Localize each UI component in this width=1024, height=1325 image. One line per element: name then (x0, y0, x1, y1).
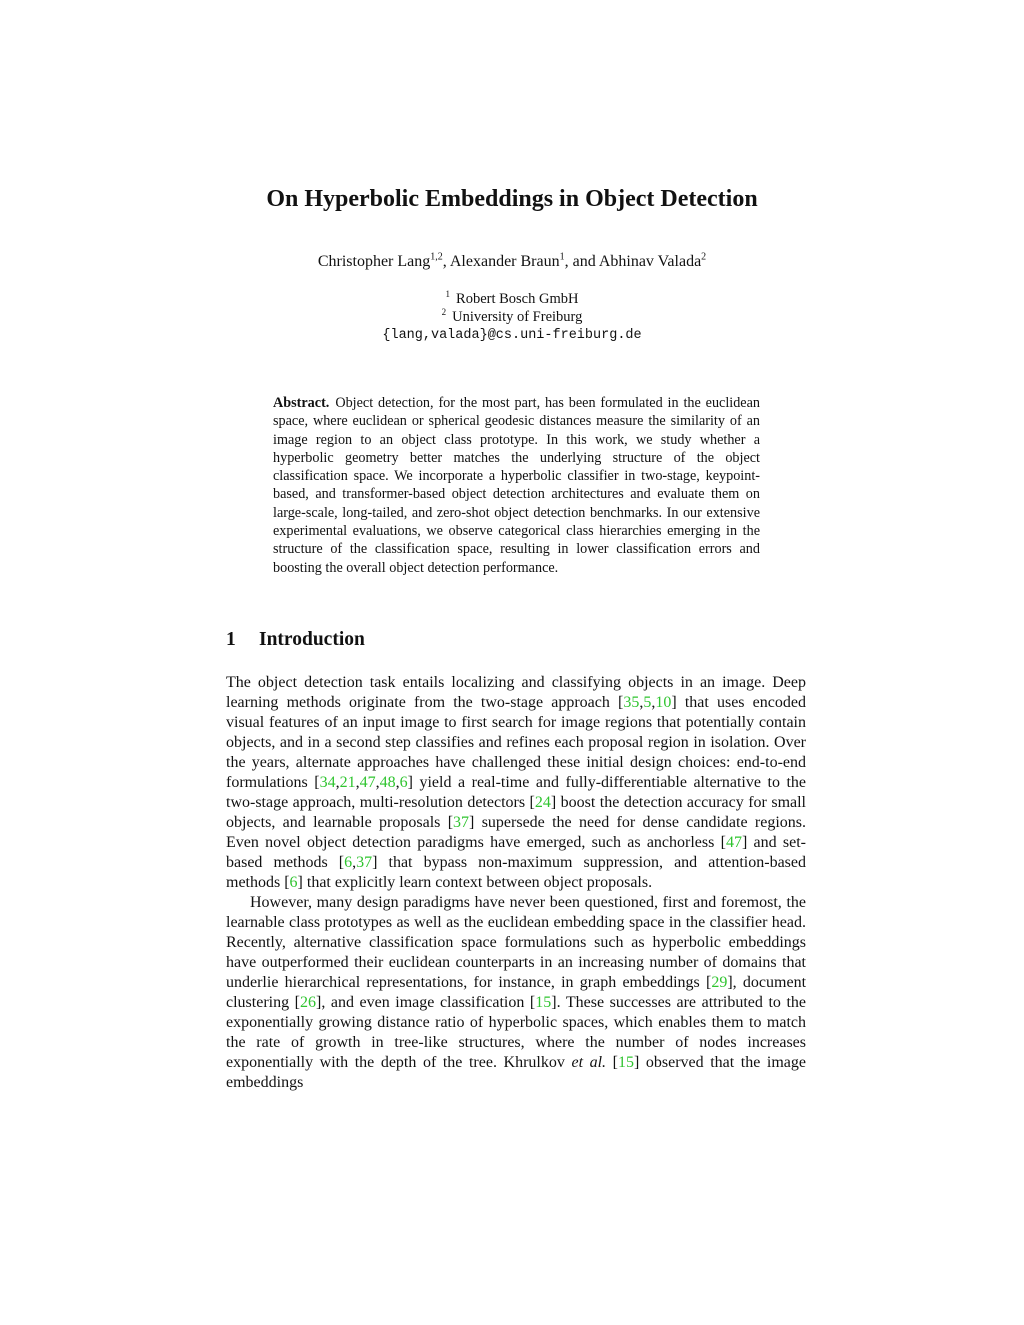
text-run: ] that uses encoded visual features of an input image to first search for image regions that potentially contain objects, and in a second step classifies and refines each proposal region in isolation. Over the years, alternate approaches have challenged these initial design choices: end-to-end formulations [ (226, 694, 806, 791)
author: Christopher Lang$^{1,2}$, (317, 252, 450, 271)
text-run: [ (606, 1054, 618, 1071)
text-run: The object detection task entails localizing and classifying objects in an image. Deep learning methods originate from the two-stage approach [ (226, 674, 806, 711)
text-run: , (395, 774, 400, 791)
text-run: However, many design paradigms have never been questioned, first and foremost, the learnable class prototypes as well as the euclidean embedding space in the classifier head. Recently, alternative classification space formulations such as hyperbolic embeddings have outperformed their euclidean counterparts in an increasing number of domains that underlie hierarchical representations, for instance, in graph embeddings [ (226, 894, 806, 991)
section-number: 1 (226, 629, 236, 650)
citation-link[interactable]: 21 (339, 774, 356, 791)
text-run: ] that bypass non-maximum suppression, and attention-based methods [ (226, 854, 806, 891)
affiliation: $^2$ University of Freiburg (441, 307, 583, 325)
citation-link[interactable]: 10 (655, 694, 672, 711)
citation-link[interactable]: 47 (359, 774, 376, 791)
body-text (226, 673, 806, 1093)
citation-link[interactable]: 34 (319, 774, 336, 791)
citation-link[interactable]: 29 (711, 974, 728, 991)
text-run: ] yield a real-time and fully-differentiable alternative to the two-stage approach, multi-resolution detectors [ (226, 774, 807, 811)
affiliation: $^1$ Robert Bosch GmbH (445, 289, 579, 307)
text-run: , (335, 774, 340, 791)
text-run: , (651, 694, 656, 711)
text-run: ], and even image classification [ (315, 994, 536, 1011)
text-run: , (639, 694, 644, 711)
text-run: ] observed that the image embeddings (226, 1054, 807, 1091)
paper-title: On Hyperbolic Embeddings in Object Detection (266, 186, 758, 212)
text-run: ] supersede the need for dense candidate regions. Even novel object detection paradigms have emerged, such as anchorless [ (226, 814, 806, 851)
citation-link[interactable]: 47 (725, 834, 742, 851)
abstract (273, 394, 760, 577)
text-run: , (352, 854, 357, 871)
citation-link[interactable]: 24 (534, 794, 551, 811)
citation-link[interactable]: 26 (299, 994, 316, 1011)
author: Alexander Braun$^1$, and (449, 252, 599, 271)
citation-link[interactable]: 15 (535, 994, 552, 1011)
citation-link[interactable]: 37 (356, 854, 373, 871)
citation-link[interactable]: 6 (399, 774, 408, 791)
citation-link[interactable]: 5 (643, 694, 652, 711)
text-run: ] that explicitly learn context between object proposals. (297, 874, 653, 891)
text-run: , (355, 774, 360, 791)
citation-link[interactable]: 35 (623, 694, 640, 711)
text-run: , (375, 774, 380, 791)
author: Abhinav Valada$^2$ (598, 252, 707, 271)
italic-text: et al. (571, 1054, 607, 1071)
text-run: ] and set-based methods [ (226, 834, 807, 871)
citation-link[interactable]: 15 (617, 1054, 634, 1071)
citation-link[interactable]: 37 (453, 814, 470, 831)
section-heading (226, 629, 365, 651)
author-email: {lang,valada}@cs.uni-freiburg.de (382, 328, 642, 343)
citation-link[interactable]: 48 (379, 774, 396, 791)
citation-link[interactable]: 6 (344, 854, 353, 871)
text-run: ] boost the detection accuracy for small objects, and learnable proposals [ (226, 794, 807, 831)
paragraph (226, 673, 806, 893)
paragraph (226, 893, 806, 1093)
author-list (0, 252, 1024, 271)
abstract-text: Object detection, for the most part, has been formulated in the euclidean space, where euclidean or spherical geodesic distances measure the similarity of an image region to an object class prototype. In this work, we study whether a hyperbolic geometry better matches the underlying structure of the object classification space. We incorporate a hyperbolic classifier in two-stage, keypoint-based, and transformer-based object detection architectures and evaluate them on large-scale, long-tailed, and zero-shot object detection benchmarks. In our extensive experimental evaluations, we observe categorical class hierarchies emerging in the structure of the classification space, resulting in lower classification errors and boosting the overall object detection performance. (273, 395, 760, 576)
abstract-label: Abstract. (273, 395, 330, 411)
text-run: ]. These successes are attributed to the exponentially growing distance ratio of hyperbolic spaces, which enables them to match the rate of growth in tree-like structures, where the number of nodes increases exponentially with the depth of the tree. Khrulkov (226, 994, 807, 1071)
section-title: Introduction (259, 629, 365, 650)
text-run: ], document clustering [ (226, 974, 807, 1011)
citation-link[interactable]: 6 (289, 874, 298, 891)
